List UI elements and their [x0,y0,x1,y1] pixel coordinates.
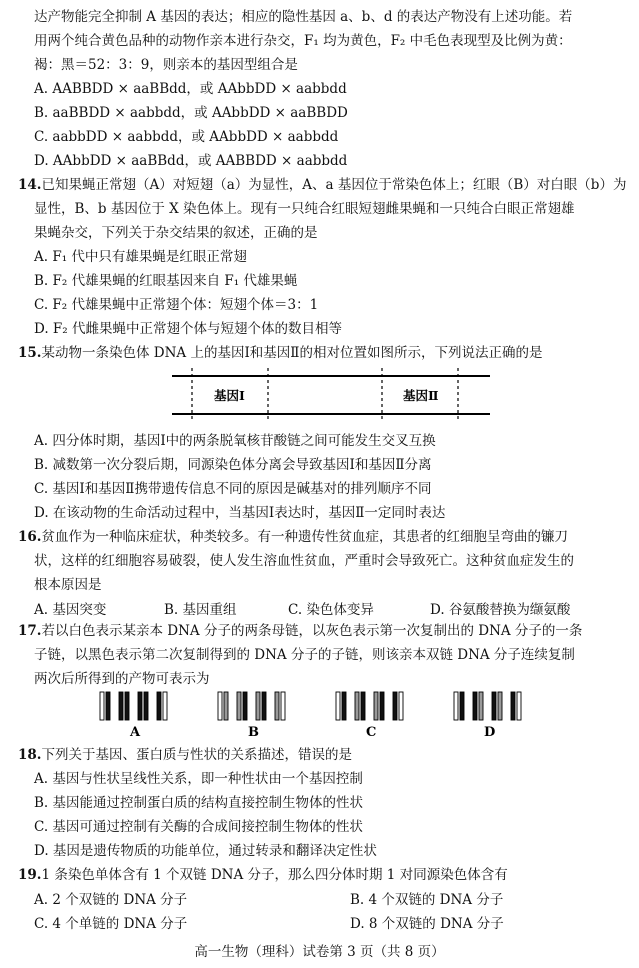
dna-strand [473,692,477,720]
q18-stem-text: 下列关于基因、蛋白质与性状的关系描述，错误的是 [41,747,352,763]
dna-strand [163,692,167,720]
q14-stem-text: 已知果蝇正常翅（A）对短翅（a）为显性，A、a 基因位于常染色体上；红眼（B）对白眼（b）为 [41,177,627,193]
q19-option-c: C. 4 个单链的 DNA 分子 [34,916,188,932]
q13-stem-line: 达产物能完全抑制 A 基因的表达；相应的隐性基因 a、b、d 的表达产物没有上述功能。若 [34,9,573,25]
q17-stem-line: 两次后所得到的产物可表示为 [34,671,210,687]
q16-stem-line [18,526,568,548]
dna-option-label: B [248,725,259,740]
dna-strand [399,692,403,720]
q13-stem-line: 用两个纯合黄色品种的动物作亲本进行杂交，F₁ 均为黄色，F₂ 中毛色表现型及比例为黄： [34,33,572,49]
q18-option-b: B. 基因能通过控制蛋白质的结构直接控制生物体的性状 [34,795,364,811]
q14-option-a: A. F₁ 代中只有雄果蝇是红眼正常翅 [34,249,247,265]
dna-strand [106,692,110,720]
q14-stem-line: 显性，B、b 基因位于 X 染色体上。现有一只纯合红眼短翅雌果蝇和一只纯合白眼正常翅雄 [34,201,575,217]
dna-option-label: D [484,725,496,740]
page-footer: 高一生物（理科）试卷第 3 页（共 8 页） [194,944,445,960]
dna-strand [119,692,123,720]
q14-option-c: C. F₂ 代雄果蝇中正常翅个体：短翅个体＝3：1 [34,297,319,313]
dna-option-label: A [130,725,141,740]
q15-option-b: B. 减数第一次分裂后期，同源染色体分离会导致基因Ⅰ和基因Ⅱ分离 [34,457,432,473]
q19-stem-text: 1 条染色单体含有 1 个双链 DNA 分子，那么四分体时期 1 对同源染色体含有 [41,867,508,883]
q13-option-a: A. AABBDD × aaBBdd，或 AAbbDD × aabbdd [34,81,347,97]
gene-position-diagram [150,368,495,422]
gene1-label: 基因Ⅰ [214,388,245,403]
dna-strand [125,692,129,720]
q18-option-d: D. 基因是遗传物质的功能单位，通过转录和翻译决定性状 [34,843,377,859]
q16-stem-line: 根本原因是 [34,577,102,593]
q15-option-c: C. 基因Ⅰ和基因Ⅱ携带遗传信息不同的原因是碱基对的排列顺序不同 [34,481,432,497]
q18-option-c: C. 基因可通过控制有关酶的合成间接控制生物体的性状 [34,819,363,835]
gene2-label: 基因Ⅱ [403,388,439,403]
q15-stem-text: 某动物一条染色体 DNA 上的基因Ⅰ和基因Ⅱ的相对位置如图所示，下列说法正确的是 [41,345,543,361]
dna-strand [262,692,266,720]
q14-number: 14. [18,177,42,193]
dna-strand [256,692,260,720]
dna-strand [454,692,458,720]
dna-strand [498,692,502,720]
q19-stem-line [18,864,508,886]
q16-stem-line: 状，这样的红细胞容易破裂，使人发生溶血性贫血，严重时会导致死亡。这种贫血症发生的 [34,553,574,569]
q16-option-d: D. 谷氨酸替换为缬氨酸 [430,602,571,618]
q15-stem-line [18,342,542,364]
q13-stem-line: 褐：黑＝52：3：9，则亲本的基因型组合是 [34,57,298,73]
dna-strand [281,692,285,720]
dna-strand [361,692,365,720]
dna-strand [380,692,384,720]
dna-strand [157,692,161,720]
dna-strand [460,692,464,720]
dna-strand [275,692,279,720]
q17-stem-line: 子链，以黑色表示第二次复制得到的 DNA 分子的子链，则该亲本双链 DNA 分子连续复制 [34,647,575,663]
dna-strand [100,692,104,720]
dna-strand [237,692,241,720]
q13-option-b: B. aaBBDD × aabbdd，或 AAbbDD × aaBBDD [34,105,348,121]
dna-strand [517,692,521,720]
dna-option-b [218,692,285,740]
q14-option-b: B. F₂ 代雄果蝇的红眼基因来自 F₁ 代雄果蝇 [34,273,298,289]
q17-number: 17. [18,623,42,639]
q14-option-d: D. F₂ 代雌果蝇中正常翅个体与短翅个体的数目相等 [34,321,342,337]
dna-strand [144,692,148,720]
dna-option-d [454,692,521,740]
dna-strand [511,692,515,720]
dna-strand [224,692,228,720]
dna-strand [492,692,496,720]
q19-option-b: B. 4 个双链的 DNA 分子 [350,892,504,908]
q14-stem-line: 果蝇杂交，下列关于杂交结果的叙述，正确的是 [34,225,318,241]
dna-strand [336,692,340,720]
dna-strand [243,692,247,720]
q18-number: 18. [18,747,42,763]
dna-strand [355,692,359,720]
q17-stem-text: 若以白色表示某亲本 DNA 分子的两条母链，以灰色表示第一次复制出的 DNA 分子的一条 [41,623,583,639]
q15-option-d: D. 在该动物的生命活动过程中，当基因Ⅰ表达时，基因Ⅱ一定同时表达 [34,505,446,521]
dna-strand [374,692,378,720]
q19-option-a: A. 2 个双链的 DNA 分子 [34,892,188,908]
q18-option-a: A. 基因与性状呈线性关系，即一种性状由一个基因控制 [34,771,363,787]
q16-option-c: C. 染色体变异 [288,602,374,618]
dna-strand [393,692,397,720]
dna-option-label: C [366,725,377,740]
dna-strand [218,692,222,720]
q16-stem-text: 贫血作为一种临床症状，种类较多。有一种遗传性贫血症，其患者的红细胞呈弯曲的镰刀 [41,529,568,545]
q13-option-c: C. aabbDD × aabbdd，或 AAbbDD × aabbdd [34,129,339,145]
dna-strand [138,692,142,720]
q18-stem-line [18,744,352,766]
dna-replication-options-figure [96,690,566,742]
q16-number: 16. [18,529,42,545]
q16-option-b: B. 基因重组 [164,602,237,618]
dna-strand [479,692,483,720]
q19-option-d: D. 8 个双链的 DNA 分子 [350,916,504,932]
q14-stem-line [18,174,626,196]
q17-stem-line [18,620,582,642]
q16-option-a: A. 基因突变 [34,602,107,618]
q15-option-a: A. 四分体时期，基因Ⅰ中的两条脱氧核苷酸链之间可能发生交叉互换 [34,433,436,449]
q19-number: 19. [18,867,42,883]
q13-option-d: D. AAbbDD × aaBBdd，或 AABBDD × aabbdd [34,153,348,169]
dna-option-c [336,692,403,740]
dna-strand [342,692,346,720]
dna-option-a [100,692,167,740]
q15-number: 15. [18,345,42,361]
